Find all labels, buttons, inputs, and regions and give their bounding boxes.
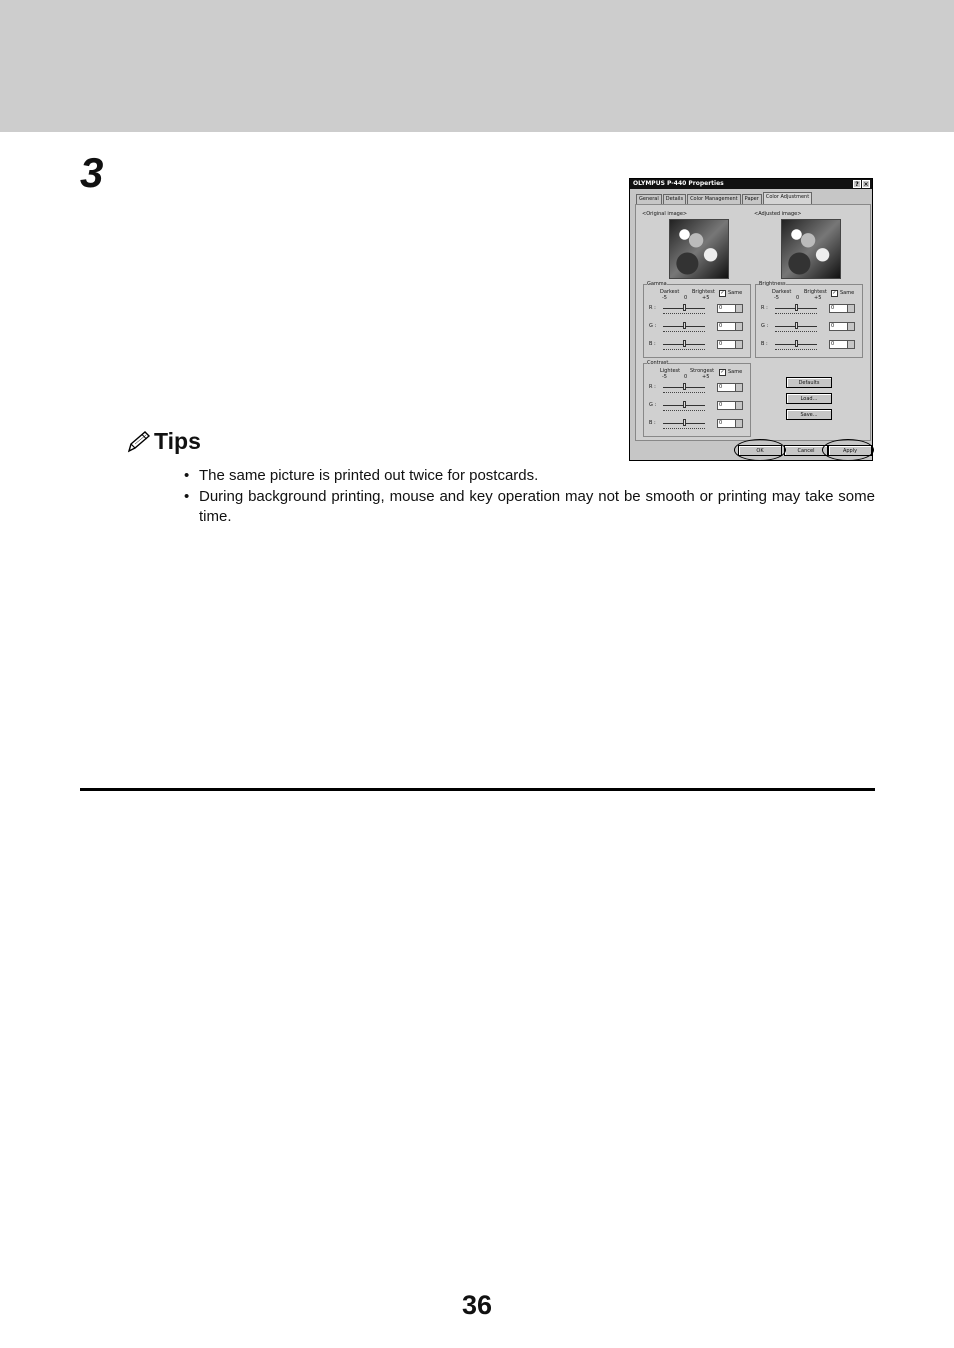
- contrast-r-slider[interactable]: [663, 387, 705, 388]
- ok-button[interactable]: OK: [738, 445, 782, 456]
- gamma-group: [643, 281, 751, 358]
- brightness-b-slider[interactable]: [775, 344, 817, 345]
- gamma-min: -5: [662, 295, 667, 301]
- gamma-max: +5: [702, 295, 710, 301]
- gamma-r-label: R :: [649, 305, 656, 311]
- contrast-lightest-label: Lightest: [660, 368, 681, 374]
- apply-button[interactable]: Apply: [828, 445, 872, 456]
- gamma-b-spin[interactable]: 0: [717, 340, 743, 349]
- page-number: 36: [461, 1290, 493, 1320]
- tab-paper[interactable]: Paper: [742, 194, 762, 204]
- tab-general[interactable]: General: [636, 194, 662, 204]
- close-button[interactable]: ×: [863, 181, 869, 188]
- ok-highlight-circle: [734, 439, 786, 461]
- contrast-b-slider[interactable]: [663, 423, 705, 424]
- brightness-b-spin[interactable]: 0: [829, 340, 855, 349]
- section-divider: [80, 788, 875, 791]
- brightness-same-checkbox[interactable]: ✓: [832, 290, 837, 296]
- step-number: 3: [80, 149, 104, 196]
- dialog-tabs: [636, 194, 813, 204]
- help-button[interactable]: ?: [853, 180, 861, 188]
- contrast-title: Contrast: [647, 360, 669, 366]
- contrast-r-label: R :: [649, 384, 656, 390]
- load-button[interactable]: Load...: [786, 393, 832, 404]
- tip-item: • The same picture is printed out twice for postcards.: [183, 466, 875, 487]
- defaults-button[interactable]: Defaults: [786, 377, 832, 388]
- contrast-b-spin[interactable]: 0: [717, 419, 743, 428]
- contrast-min: -5: [662, 374, 667, 380]
- contrast-b-label: B :: [649, 420, 656, 426]
- brightness-mid: 0: [796, 295, 800, 301]
- tab-details[interactable]: Details: [663, 194, 686, 204]
- tips-list: [183, 466, 875, 528]
- brightness-r-spin[interactable]: 0: [829, 304, 855, 313]
- properties-dialog: [629, 178, 873, 461]
- gamma-same-checkbox[interactable]: ✓: [720, 290, 725, 296]
- save-button[interactable]: Save...: [786, 409, 832, 420]
- contrast-g-spin[interactable]: 0: [717, 401, 743, 410]
- contrast-max: +5: [702, 374, 710, 380]
- tab-color-adjustment[interactable]: Color Adjustment: [763, 192, 812, 204]
- contrast-mid: 0: [684, 374, 688, 380]
- brightness-darkest-label: Darkest: [772, 289, 792, 295]
- tab-color-management[interactable]: Color Management: [687, 194, 741, 204]
- gamma-b-slider[interactable]: [663, 344, 705, 345]
- brightness-g-slider[interactable]: [775, 326, 817, 327]
- gamma-title: Gamma: [647, 281, 667, 287]
- gamma-g-spin[interactable]: 0: [717, 322, 743, 331]
- gamma-r-slider[interactable]: [663, 308, 705, 309]
- brightness-group: [755, 281, 863, 358]
- dialog-titlebar: [630, 179, 872, 189]
- gamma-g-label: G :: [649, 323, 657, 329]
- cancel-button[interactable]: Cancel: [784, 445, 828, 456]
- gamma-same-label: Same: [728, 290, 743, 296]
- brightness-title: Brightness: [759, 281, 786, 287]
- gamma-g-slider[interactable]: [663, 326, 705, 327]
- gamma-r-spin[interactable]: 0: [717, 304, 743, 313]
- brightness-same-label: Same: [840, 290, 855, 296]
- apply-highlight-circle: [822, 439, 874, 461]
- gamma-b-label: B :: [649, 341, 656, 347]
- contrast-g-slider[interactable]: [663, 405, 705, 406]
- contrast-strongest-label: Strongest: [690, 368, 715, 374]
- contrast-r-spin[interactable]: 0: [717, 383, 743, 392]
- tip-item: • During background printing, mouse and key operation may not be smooth or printing may take some time.: [183, 487, 875, 528]
- color-adjustment-panel: [635, 204, 871, 441]
- brightness-g-spin[interactable]: 0: [829, 322, 855, 331]
- adjusted-image: [781, 219, 841, 279]
- contrast-group: [643, 360, 751, 437]
- contrast-g-label: G :: [649, 402, 657, 408]
- tips-heading: [126, 428, 201, 455]
- brightness-brightest-label: Brightest: [804, 289, 827, 295]
- brightness-g-label: G :: [761, 323, 769, 329]
- brightness-r-label: R :: [761, 305, 768, 311]
- original-image-label: <Original image>: [642, 211, 688, 217]
- original-image: [669, 219, 729, 279]
- brightness-min: -5: [774, 295, 779, 301]
- contrast-same-checkbox[interactable]: ✓: [720, 369, 725, 375]
- dialog-title: OLYMPUS P-440 Properties: [633, 180, 724, 187]
- brightness-max: +5: [814, 295, 822, 301]
- brightness-r-slider[interactable]: [775, 308, 817, 309]
- gamma-brightest-label: Brightest: [692, 289, 715, 295]
- adjusted-image-label: <Adjusted image>: [754, 211, 802, 217]
- contrast-same-label: Same: [728, 369, 743, 375]
- pencil-icon: [126, 429, 152, 455]
- brightness-b-label: B :: [761, 341, 768, 347]
- gamma-darkest-label: Darkest: [660, 289, 680, 295]
- header-band: [0, 0, 954, 132]
- tips-title: Tips: [154, 428, 201, 454]
- gamma-mid: 0: [684, 295, 688, 301]
